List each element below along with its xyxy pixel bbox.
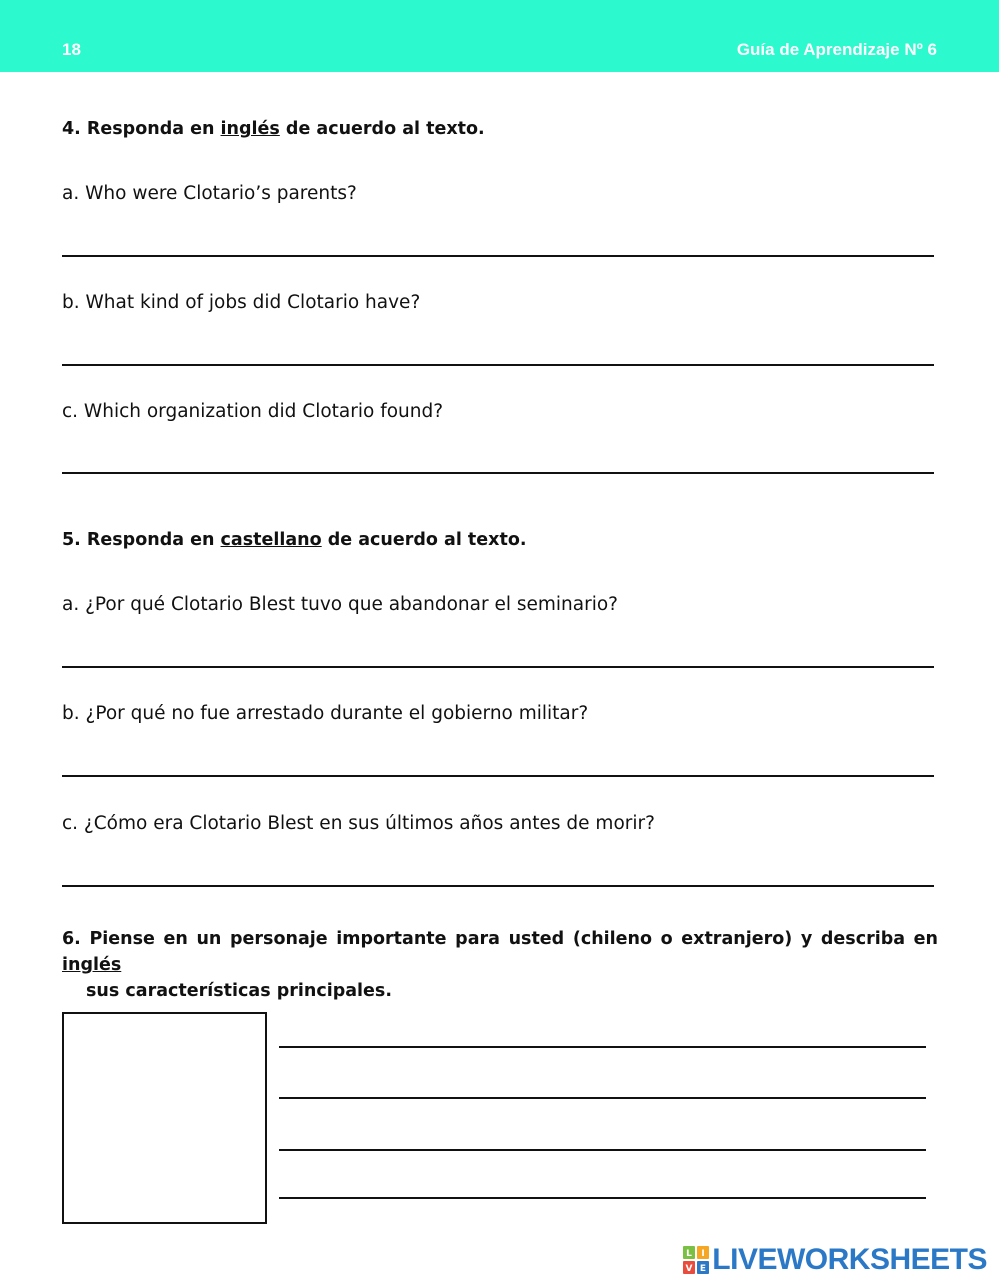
section-6-underlined: inglés — [62, 955, 122, 975]
answer-line-5c[interactable] — [62, 885, 934, 887]
liveworksheets-brand — [682, 1243, 987, 1277]
svg-text:V: V — [685, 1264, 693, 1274]
section-4-title — [62, 116, 485, 142]
section-5-number: 5. — [62, 530, 81, 550]
section-5-prefix: Responda en — [80, 530, 221, 550]
section-5-title — [62, 527, 527, 553]
answer-line-5a[interactable] — [62, 666, 934, 668]
question-5a: a. ¿Por qué Clotario Blest tuvo que abandonar el seminario? — [62, 594, 618, 615]
section-6-prompt — [62, 926, 938, 1004]
page-number: 18 — [62, 40, 81, 59]
section-4-number: 4. — [62, 119, 81, 139]
svg-text:I: I — [701, 1249, 705, 1259]
section-4-underlined: inglés — [220, 119, 280, 139]
question-5c: c. ¿Cómo era Clotario Blest en sus últimos años antes de morir? — [62, 813, 655, 834]
question-4b: b. What kind of jobs did Clotario have? — [62, 292, 421, 313]
drawing-box[interactable] — [62, 1012, 267, 1224]
section-6-line2: sus características principales. — [86, 981, 392, 1001]
header-bar — [0, 0, 999, 72]
question-4a: a. Who were Clotario’s parents? — [62, 183, 357, 204]
section-4-suffix: de acuerdo al texto. — [279, 119, 485, 139]
section-6-number: 6. — [62, 929, 81, 949]
answer-line-4b[interactable] — [62, 364, 934, 366]
svg-text:E: E — [700, 1264, 707, 1274]
section-6-prefix: Piense en un personaje importante para usted (chileno o extranjero) y describa en — [80, 929, 938, 949]
question-5b: b. ¿Por qué no fue arrestado durante el gobierno militar? — [62, 703, 589, 724]
section-5-underlined: castellano — [220, 530, 322, 550]
section-5-suffix: de acuerdo al texto. — [321, 530, 527, 550]
liveworksheets-logo-icon — [682, 1245, 710, 1275]
description-line-4[interactable] — [279, 1197, 926, 1199]
answer-line-5b[interactable] — [62, 775, 934, 777]
answer-line-4c[interactable] — [62, 472, 934, 474]
question-4c: c. Which organization did Clotario found? — [62, 401, 444, 422]
answer-line-4a[interactable] — [62, 255, 934, 257]
description-line-3[interactable] — [279, 1149, 926, 1151]
section-4-prefix: Responda en — [86, 119, 221, 139]
guide-title: Guía de Aprendizaje Nº 6 — [736, 40, 937, 59]
description-line-1[interactable] — [279, 1046, 926, 1048]
svg-text:L: L — [686, 1249, 693, 1259]
description-line-2[interactable] — [279, 1097, 926, 1099]
liveworksheets-name: LIVEWORKSHEETS — [712, 1243, 987, 1276]
